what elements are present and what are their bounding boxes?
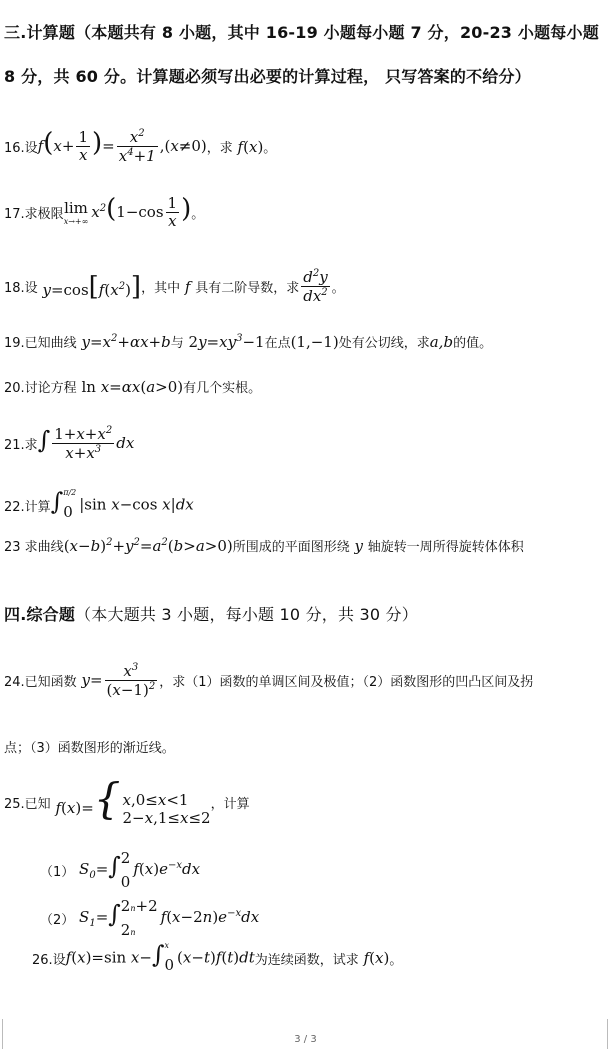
- problem-18-derivative: $\frac{d^2y}{dx^2}$: [303, 268, 328, 306]
- problem-26: [32, 940, 607, 977]
- problem-24-tail: ，求（1）函数的单调区间及极值；（2）函数图形的凹凸区间及拐: [159, 675, 534, 691]
- section-4-heading: [4, 602, 607, 625]
- problem-25-tail: ，计算: [210, 797, 250, 812]
- problem-16-fx: f(x): [232, 137, 264, 156]
- problem-24-label: 24.已知函数: [4, 675, 77, 691]
- problem-22-label: 22.计算: [4, 499, 51, 515]
- problem-19-mid: 与: [170, 336, 184, 351]
- problem-25-item-2-formula: $S_1=\int$ 2n+2 2n $f(x-2n)e^{-x}dx$: [74, 897, 260, 939]
- problem-18-mid: ，其中: [141, 281, 181, 297]
- problem-18: [4, 268, 607, 306]
- problem-26-fx: f(x): [358, 949, 390, 968]
- problem-26-end: 。: [389, 952, 403, 968]
- problem-22: [4, 487, 607, 524]
- problem-26-mid: 为连续函数，试求: [254, 952, 359, 968]
- problem-23-label: 23 求曲线: [4, 540, 64, 555]
- problem-18-f: f: [180, 277, 196, 296]
- problem-19-curve1: $y=x^2+\alpha x+b$: [76, 332, 171, 351]
- problem-21: [4, 425, 607, 463]
- problem-19-mid3: 处有公切线，求: [338, 336, 430, 351]
- problem-17-label: 17.求极限: [4, 207, 64, 223]
- problem-21-formula: ∫ $\frac{1+x+x^2}{x+x^3}$ dx: [37, 425, 135, 463]
- problem-16-tail: ，求: [206, 141, 233, 157]
- problem-24: [4, 662, 607, 700]
- problem-25-item-1-formula: $S_0=\int$ 2 0 $f(x)e^{-x}dx$: [74, 849, 201, 891]
- problem-25-item-2-label: （2）: [40, 912, 75, 928]
- problem-25-item-1: [40, 846, 607, 894]
- problem-20-end: 有几个实根。: [183, 381, 262, 396]
- problem-19-point: (1,−1): [290, 332, 339, 351]
- problem-20-formula: ln x=αx(a>0): [81, 377, 184, 396]
- problem-23-axis: y: [349, 536, 368, 555]
- problem-19-vars: a,b: [429, 332, 454, 351]
- problem-18-end: 。: [331, 281, 345, 297]
- problem-23-formula: $(x-b)^2+y^2=a^2(b>a>0)$: [63, 536, 233, 555]
- problem-23: [4, 536, 607, 555]
- problem-18-formula: $y=\cos[f(x^2)]$: [37, 271, 142, 302]
- problem-26-label: 26.设: [32, 952, 66, 968]
- problem-24-formula: y= $\frac{x^3}{(x-1)^2}$: [76, 662, 156, 700]
- problem-17-end: 。: [191, 207, 205, 223]
- problem-18-mid2: 具有二阶导数，求: [195, 281, 300, 297]
- problem-24-line2: 点；（3）函数图形的渐近线。: [4, 741, 175, 756]
- section-3-desc-line1: （本题共有 8 小题，其中 16-19 小题每小题 7 分，20-23 小题每小题: [75, 23, 599, 42]
- problem-16-formula: f(x+ $\frac{1}{x}$ )= $\frac{x^2}{x^4+1}$ ,(x≠0): [37, 127, 207, 166]
- problem-19-end: 的值。: [453, 336, 493, 351]
- problem-17-formula: lim x→+∞ $x^2(1-\cos$ $\frac{1}{x}$ ): [63, 193, 192, 231]
- section-3-desc-line2: 8 分，共 60 分。计算题必须写出必要的计算过程， 只写答案的不给分）: [4, 67, 531, 86]
- problem-25-item-2: [40, 894, 607, 942]
- problem-21-label: 21.求: [4, 438, 38, 454]
- page-number: 3 / 3: [294, 1034, 317, 1045]
- section-3-number: 三: [4, 23, 21, 42]
- section-3-heading: [4, 20, 607, 43]
- section-4-title: .综合题: [20, 605, 76, 624]
- problem-23-end: 轴旋转一周所得旋转体体积: [367, 540, 524, 555]
- problem-25-item-1-label: （1）: [40, 864, 75, 880]
- problem-19-label: 19.已知曲线: [4, 336, 77, 351]
- section-4-desc: （本大题共 3 小题，每小题 10 分，共 30 分）: [75, 605, 418, 624]
- problem-25: [4, 774, 607, 827]
- problem-23-mid: 所围成的平面图形绕: [232, 540, 350, 555]
- problem-25-label: 25.已知: [4, 797, 51, 812]
- problem-19-curve2: $2y=xy^3-1$: [188, 332, 265, 351]
- problem-20-label: 20.讨论方程: [4, 381, 77, 396]
- section-3-title: .计算题: [20, 23, 76, 42]
- problem-16-label: 16.设: [4, 141, 38, 157]
- problem-17: [4, 195, 607, 231]
- problem-22-formula: ∫ π/2 0 |sin x−cos x|dx: [50, 487, 194, 521]
- problem-25-formula: f(x)={ x,0≤x<1 2−x,1≤x≤2: [50, 774, 211, 827]
- problem-19: [4, 332, 607, 351]
- problem-20: [4, 377, 607, 396]
- problem-16: [4, 128, 607, 166]
- section-4-number: 四: [4, 605, 21, 624]
- problem-18-label: 18.设: [4, 281, 38, 297]
- problem-16-end: 。: [263, 141, 277, 157]
- problem-19-mid2: 在点: [264, 336, 291, 351]
- problem-26-formula: f(x)=sin x−∫ x 0 (x−t)f(t)dt: [65, 940, 255, 974]
